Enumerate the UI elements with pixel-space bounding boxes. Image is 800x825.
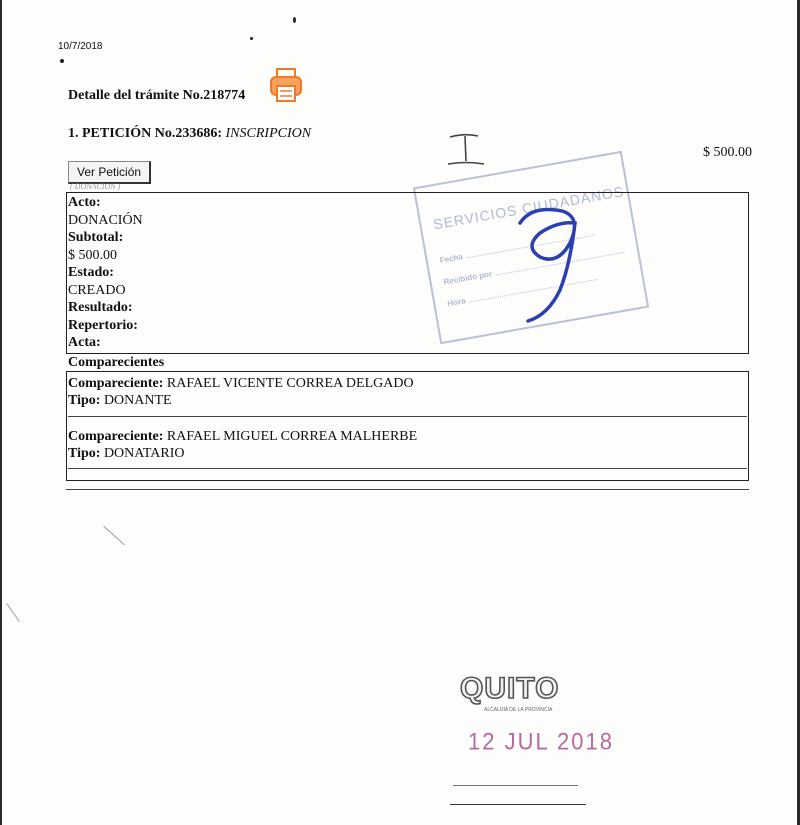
detail-title: Detalle del trámite No.218774 bbox=[68, 88, 246, 103]
list-item: Compareciente: RAFAEL VICENTE CORREA DELGADO Tipo: DONANTE bbox=[68, 376, 414, 408]
subtotal-label: Subtotal: bbox=[68, 230, 124, 245]
repertorio-label: Repertorio: bbox=[68, 317, 138, 333]
list-item: Compareciente: RAFAEL MIGUEL CORREA MALHERBE Tipo: DONATARIO bbox=[68, 429, 418, 461]
divider bbox=[68, 416, 747, 417]
estado-value: CREADO bbox=[68, 282, 126, 298]
acta-label: Acta: bbox=[68, 335, 101, 350]
quito-logo: QUITO bbox=[460, 672, 560, 705]
scan-speck bbox=[293, 17, 296, 23]
stamp-line bbox=[453, 785, 578, 786]
compareciente-type: DONATARIO bbox=[103, 446, 185, 461]
services-stamp-title: SERVICIOS CIUDADANOS bbox=[432, 183, 626, 233]
compareciente-name: RAFAEL VICENTE CORREA DELGADO bbox=[166, 376, 414, 391]
compareciente-type: DONANTE bbox=[103, 393, 172, 408]
subtotal-value: $ 500.00 bbox=[68, 247, 117, 263]
scan-mark bbox=[103, 526, 124, 545]
handwritten-mark bbox=[440, 125, 490, 173]
services-stamp-hora: Hora bbox=[447, 273, 598, 308]
divider bbox=[68, 468, 747, 469]
divider bbox=[66, 489, 749, 490]
estado-label: Estado: bbox=[68, 265, 114, 280]
resultado-label: Resultado: bbox=[68, 300, 133, 315]
act-caption: ( DONACION ) bbox=[70, 182, 121, 191]
act-fields bbox=[68, 194, 143, 352]
petition-number: 1. PETICIÓN No.233686: bbox=[68, 126, 223, 141]
quito-subtitle: ALCALDÍA DE LA PROVINCIA bbox=[484, 707, 553, 713]
comparecientes-heading: Comparecientes bbox=[68, 355, 165, 370]
acto-label: Acto: bbox=[68, 195, 101, 210]
received-date-stamp: 12 JUL 2018 bbox=[468, 727, 614, 756]
services-stamp-fecha: Fecha bbox=[439, 229, 595, 265]
scan-left-edge bbox=[0, 0, 2, 825]
compareciente-name: RAFAEL MIGUEL CORREA MALHERBE bbox=[166, 429, 418, 444]
acto-value: DONACIÓN bbox=[68, 212, 143, 228]
view-petition-button[interactable]: Ver Petición bbox=[68, 161, 151, 184]
printer-icon[interactable] bbox=[268, 66, 304, 104]
handwritten-number bbox=[500, 195, 600, 330]
petition-type: INSCRIPCION bbox=[225, 126, 312, 141]
petition-amount: $ 500.00 bbox=[703, 145, 752, 160]
services-stamp-recibido: Recibido por bbox=[443, 246, 625, 287]
scan-speck bbox=[60, 59, 64, 63]
print-date: 10/7/2018 bbox=[58, 41, 103, 52]
stamp-line bbox=[450, 804, 586, 805]
petition-heading bbox=[68, 126, 311, 142]
act-details-box bbox=[66, 192, 749, 354]
scan-mark bbox=[6, 603, 19, 622]
scan-speck bbox=[250, 37, 253, 40]
